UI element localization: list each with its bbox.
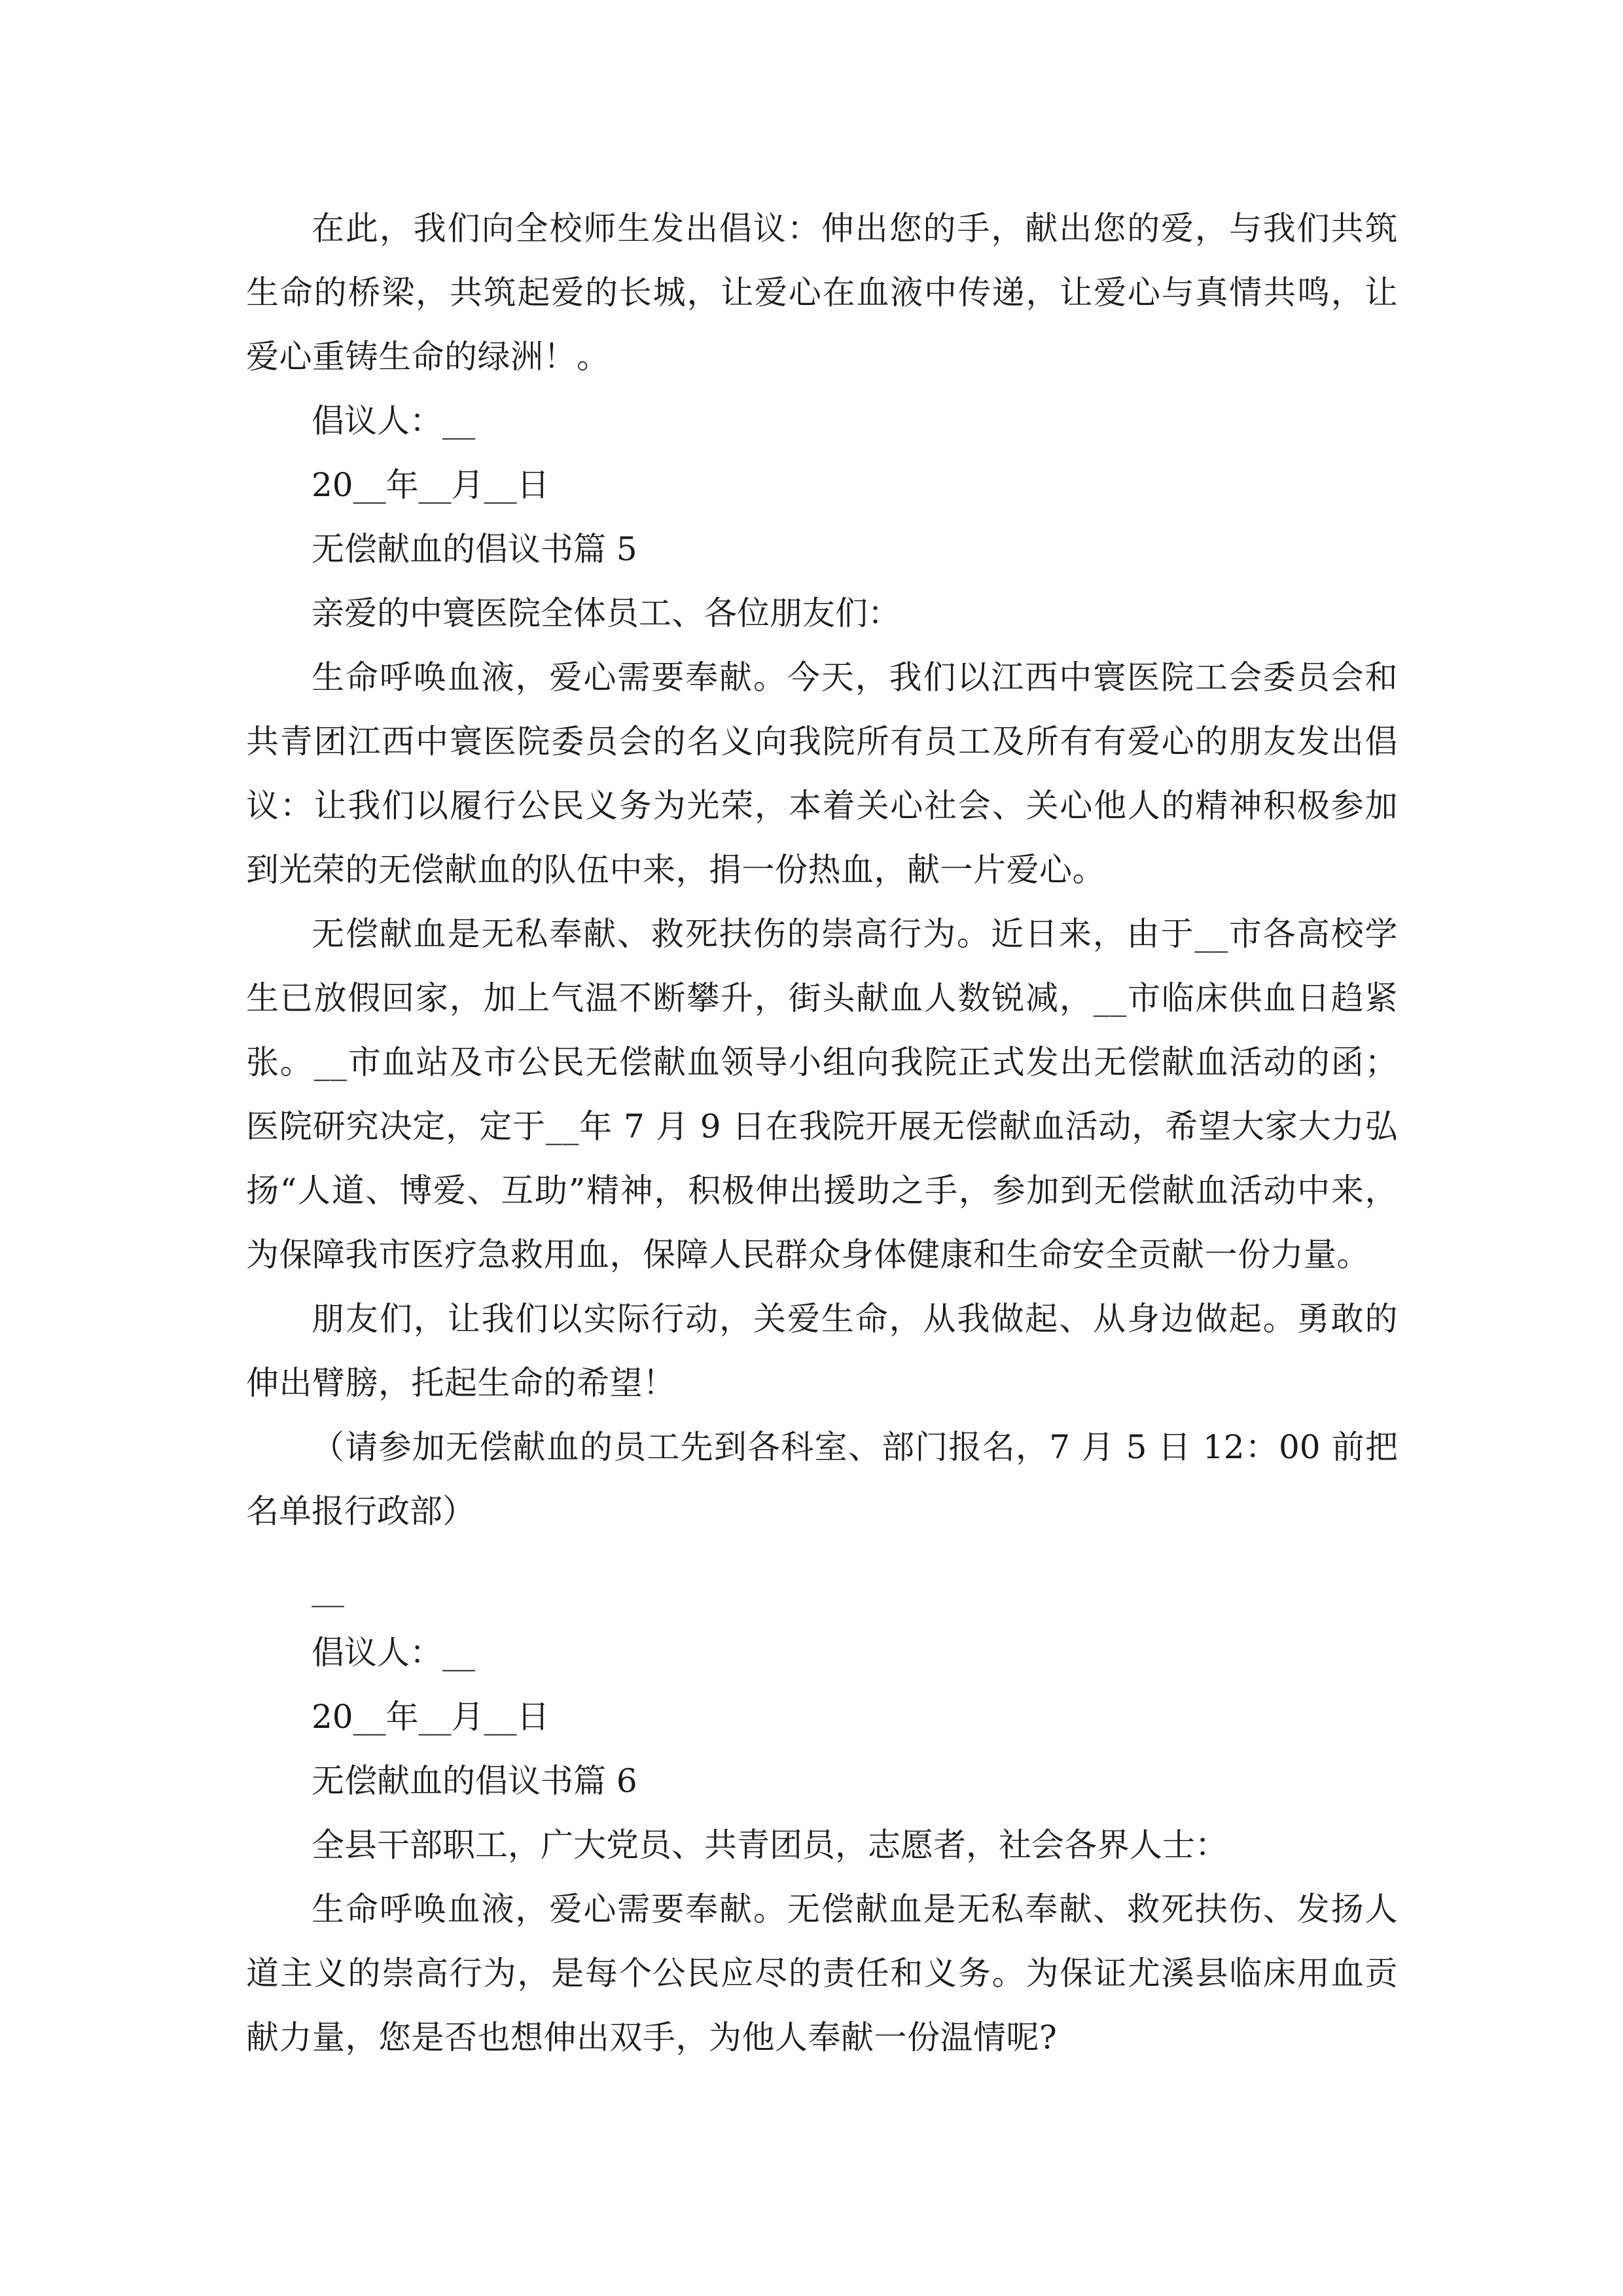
document-page	[246, 196, 1398, 2070]
paragraph-5c: 朋友们，让我们以实际行动，关爱生命，从我做起、从身边做起。勇敢的伸出臂膀，托起生命的希望！	[246, 1300, 1398, 1402]
date-line-2: 20__年__月__日	[312, 1698, 550, 1736]
date-line-1: 20__年__月__日	[312, 466, 550, 504]
paragraph-appeal-closing: 在此，我们向全校师生发出倡议：伸出您的手，献出您的爱，与我们共筑生命的桥梁，共筑起爱的长城，让爱心在血液中传递，让爱心与真情共鸣，让爱心重铸生命的绿洲！。	[246, 209, 1398, 376]
greeting-5: 亲爱的中寰医院全体员工、各位朋友们：	[312, 594, 901, 632]
paragraph-5b: 无偿献血是无私奉献、救死扶伤的崇高行为。近日来，由于__市各高校学生已放假回家，加上气温不断攀升，街头献血人数锐减，__市临床供血日趋紧张。__市血站及市公民无偿献血领导小组向我院正式发出无偿献血活动的函；医院研究决定，定于__年 7 月 9 日在我院开展无偿献血活动，希望大家大力弘扬“人道、博爱、互助”精神，积极伸出援助之手，参加到无偿献血活动中来，为保障我市医疗急救用血，保障人民群众身体健康和生命安全贡献一份力量。	[246, 915, 1398, 1274]
signature-line-2: 倡议人：__	[312, 1634, 475, 1672]
paragraph-6a: 生命呼唤血液，爱心需要奉献。无偿献血是无私奉献、救死扶伤、发扬人道主义的崇高行为，是每个公民应尽的责任和义务。为保证尤溪县临床用血贡献力量，您是否也想伸出双手，为他人奉献一份温情呢?	[246, 1890, 1398, 2056]
paragraph-5a: 生命呼唤血液，爱心需要奉献。今天，我们以江西中寰医院工会委员会和共青团江西中寰医院委员会的名义向我院所有员工及所有有爱心的朋友发出倡议：让我们以履行公民义务为光荣，本着关心社会、关心他人的精神积极参加到光荣的无偿献血的队伍中来，捐一份热血，献一片爱心。	[246, 658, 1398, 889]
section-title-6: 无偿献血的倡议书篇 6	[312, 1762, 637, 1800]
blank-dash-line: __	[312, 1570, 344, 1607]
paragraph-5d-note: （请参加无偿献血的员工先到各科室、部门报名，7 月 5 日 12：00 前把名单报行政部）	[246, 1428, 1398, 1530]
signature-line-1: 倡议人：__	[312, 402, 475, 440]
greeting-6: 全县干部职工，广大党员、共青团员，志愿者，社会各界人士：	[312, 1826, 1228, 1864]
section-title-5: 无偿献血的倡议书篇 5	[312, 530, 637, 568]
